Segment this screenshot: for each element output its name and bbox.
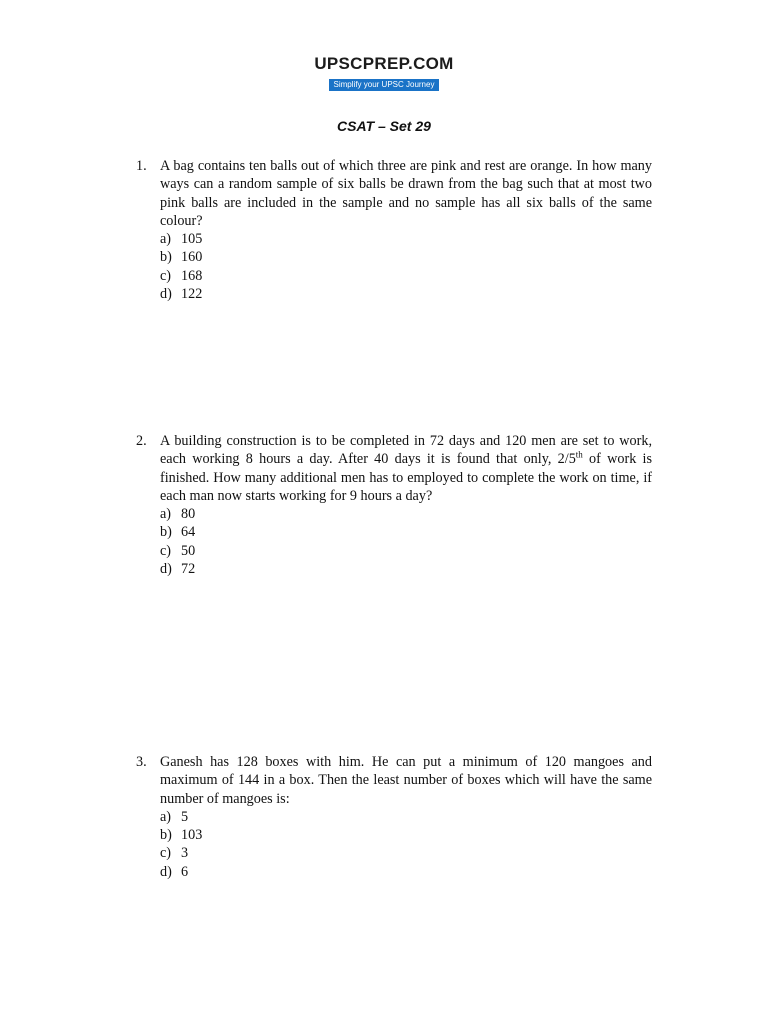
option-text: 168	[181, 267, 203, 284]
question-2	[136, 432, 652, 578]
option-text: 103	[181, 827, 203, 844]
option-letter: a)	[160, 231, 172, 248]
logo-title: UPSCPREP.COM	[314, 54, 454, 73]
option-letter: b)	[160, 524, 172, 541]
option-b	[160, 523, 652, 541]
option-text: 80	[181, 506, 196, 523]
ordinal-superscript: th	[575, 449, 583, 460]
option-letter: c)	[160, 267, 172, 284]
option-text: 160	[181, 249, 203, 266]
option-c	[160, 844, 652, 862]
question-number: 1.	[136, 158, 147, 174]
option-c	[160, 267, 652, 285]
option-letter: b)	[160, 249, 172, 266]
option-c	[160, 542, 652, 560]
option-a	[160, 230, 652, 248]
option-a	[160, 505, 652, 523]
question-text-part: A building construction is to be completed in 72 days and 120 men are set to work, each working 8 hours a day. After 40 days it is found that only, 2/5	[160, 433, 652, 468]
option-d	[160, 863, 652, 881]
question-text: A bag contains ten balls out of which three are pink and rest are orange. In how many ways can a random sample of six balls be drawn from the bag such that at most two pink balls are included in the sample and no sample has all six balls of the same colour?	[160, 158, 652, 229]
option-letter: d)	[160, 561, 172, 578]
option-b	[160, 248, 652, 266]
option-list	[160, 505, 652, 578]
question-3	[136, 753, 652, 881]
option-letter: c)	[160, 542, 172, 559]
question-text-part: of work is finished. How many additional men has to employed to complete the work on time, if each man now starts working for 9 hours a day?	[160, 451, 652, 504]
option-text: 64	[181, 524, 196, 541]
option-d	[160, 560, 652, 578]
option-letter: d)	[160, 286, 172, 303]
option-text: 5	[181, 808, 189, 825]
question-1	[136, 157, 652, 303]
option-letter: a)	[160, 506, 172, 523]
site-logo	[0, 54, 768, 92]
option-letter: b)	[160, 827, 172, 844]
option-b	[160, 826, 652, 844]
question-number: 2.	[136, 433, 147, 449]
option-text: 122	[181, 286, 203, 303]
question-text	[160, 432, 652, 505]
question-number: 3.	[136, 754, 147, 770]
logo-tagline: Simplify your UPSC Journey	[329, 79, 440, 91]
option-a	[160, 808, 652, 826]
option-text: 105	[181, 231, 203, 248]
option-letter: d)	[160, 863, 172, 880]
document-title: CSAT – Set 29	[337, 118, 431, 134]
option-d	[160, 285, 652, 303]
option-letter: c)	[160, 845, 172, 862]
option-text: 50	[181, 542, 196, 559]
option-text: 6	[181, 863, 189, 880]
option-list	[160, 808, 652, 881]
option-text: 72	[181, 561, 196, 578]
option-letter: a)	[160, 808, 172, 825]
question-text: Ganesh has 128 boxes with him. He can put a minimum of 120 mangoes and maximum of 144 in a box. Then the least number of boxes which will have the same number of mangoes is:	[160, 754, 652, 807]
option-text: 3	[181, 845, 189, 862]
option-list	[160, 230, 652, 303]
